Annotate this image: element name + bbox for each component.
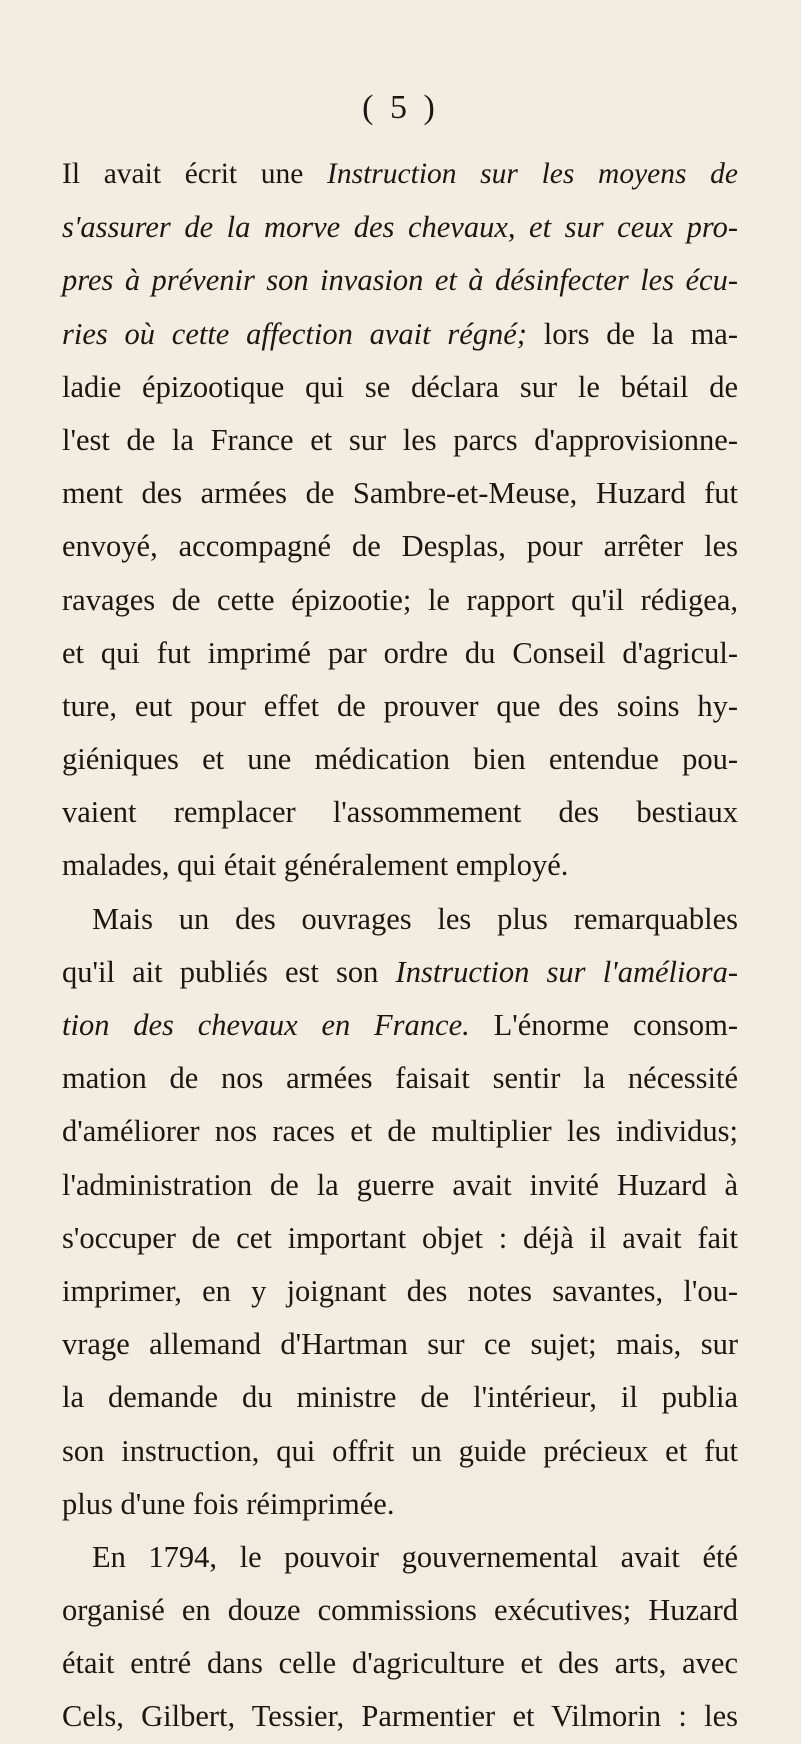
- text-segment: En 1794, le pouvoir gouvernemental avait été: [92, 1539, 738, 1574]
- text-segment: organisé en douze commissions exécutives; Huzard: [62, 1593, 738, 1628]
- italic-title-text: pres à prévenir son invasion et à désinfecter les écu-: [62, 263, 738, 298]
- page-number: ( 5 ): [362, 89, 439, 126]
- text-line: [62, 1637, 738, 1690]
- text-segment: ladie épizootique qui se déclara sur le bétail de: [62, 369, 738, 404]
- text-segment: vaient remplacer l'assommement des bestiaux: [62, 795, 738, 830]
- text-line: [62, 893, 738, 946]
- text-segment: malades, qui était généralement employé.: [62, 848, 569, 883]
- text-segment: plus d'une fois réimprimée.: [62, 1486, 395, 1521]
- text-line: [62, 1425, 738, 1478]
- text-line: [62, 1690, 738, 1743]
- text-line: [62, 839, 738, 892]
- text-segment: Mais un des ouvrages les plus remarquables: [92, 901, 738, 936]
- text-segment: giéniques et une médication bien entendue pou-: [62, 742, 738, 777]
- text-segment: Il avait écrit une: [62, 158, 328, 190]
- text-line: [62, 999, 738, 1052]
- text-segment: son instruction, qui offrit un guide précieux et fut: [62, 1433, 738, 1468]
- text-segment: vrage allemand d'Hartman sur ce sujet; mais, sur: [62, 1327, 738, 1362]
- text-line: [62, 1584, 738, 1637]
- text-line: [62, 1265, 738, 1318]
- text-line: [62, 308, 738, 361]
- text-segment: l'est de la France et sur les parcs d'approvisionne-: [62, 422, 738, 457]
- text-line: [62, 733, 738, 786]
- italic-title-text: Instruction sur les moyens de: [327, 158, 738, 190]
- text-segment: et qui fut imprimé par ordre du Conseil d'agricul-: [62, 635, 738, 670]
- text-line: [62, 361, 738, 414]
- text-segment: ravages de cette épizootie; le rapport qu'il rédigea,: [62, 582, 738, 617]
- text-line: [62, 627, 738, 680]
- text-segment: Cels, Gilbert, Tessier, Parmentier et Vilmorin : les: [62, 1699, 738, 1734]
- italic-title-text: s'assurer de la morve des chevaux, et sur ceux pro-: [62, 210, 738, 245]
- text-line: [62, 680, 738, 733]
- italic-title-text: tion des chevaux en France.: [62, 1008, 470, 1042]
- italic-title-text: Instruction sur l'améliora-: [395, 954, 738, 989]
- text-segment: d'améliorer nos races et de multiplier les individus;: [62, 1114, 738, 1149]
- text-line: [62, 1478, 738, 1531]
- text-segment: ment des armées de Sambre-et-Meuse, Huzard fut: [62, 476, 738, 511]
- italic-title-text: ries où cette affection avait régné;: [62, 316, 527, 351]
- text-line: [62, 254, 738, 307]
- text-line: [62, 1531, 738, 1584]
- text-line: [62, 1371, 738, 1424]
- text-line: [62, 786, 738, 839]
- text-line: [62, 1212, 738, 1265]
- text-segment: lors de la ma-: [526, 316, 738, 351]
- text-segment: mation de nos armées faisait sentir la nécessité: [62, 1061, 738, 1096]
- text-segment: l'administration de la guerre avait invité Huzard à: [62, 1167, 738, 1202]
- text-segment: la demande du ministre de l'intérieur, il publia: [62, 1380, 738, 1415]
- text-line: [62, 520, 738, 573]
- text-line: [62, 414, 738, 467]
- text-segment: envoyé, accompagné de Desplas, pour arrêter les: [62, 529, 738, 564]
- text-line: [62, 467, 738, 520]
- text-segment: qu'il ait publiés est son: [62, 954, 396, 989]
- text-line: [62, 1052, 738, 1105]
- body-text: [62, 148, 738, 1744]
- text-segment: était entré dans celle d'agriculture et des arts, avec: [62, 1646, 738, 1681]
- text-segment: s'occuper de cet important objet : déjà il avait fait: [62, 1220, 738, 1255]
- text-line: [62, 201, 738, 254]
- text-line: [62, 1318, 738, 1371]
- text-segment: imprimer, en y joignant des notes savantes, l'ou-: [62, 1273, 738, 1308]
- text-line: [62, 1105, 738, 1158]
- text-line: [62, 574, 738, 627]
- text-segment: ture, eut pour effet de prouver que des soins hy-: [62, 688, 738, 723]
- text-line: [62, 148, 738, 201]
- text-line: [62, 946, 738, 999]
- text-line: [62, 1159, 738, 1212]
- text-segment: L'énorme consom-: [469, 1008, 738, 1042]
